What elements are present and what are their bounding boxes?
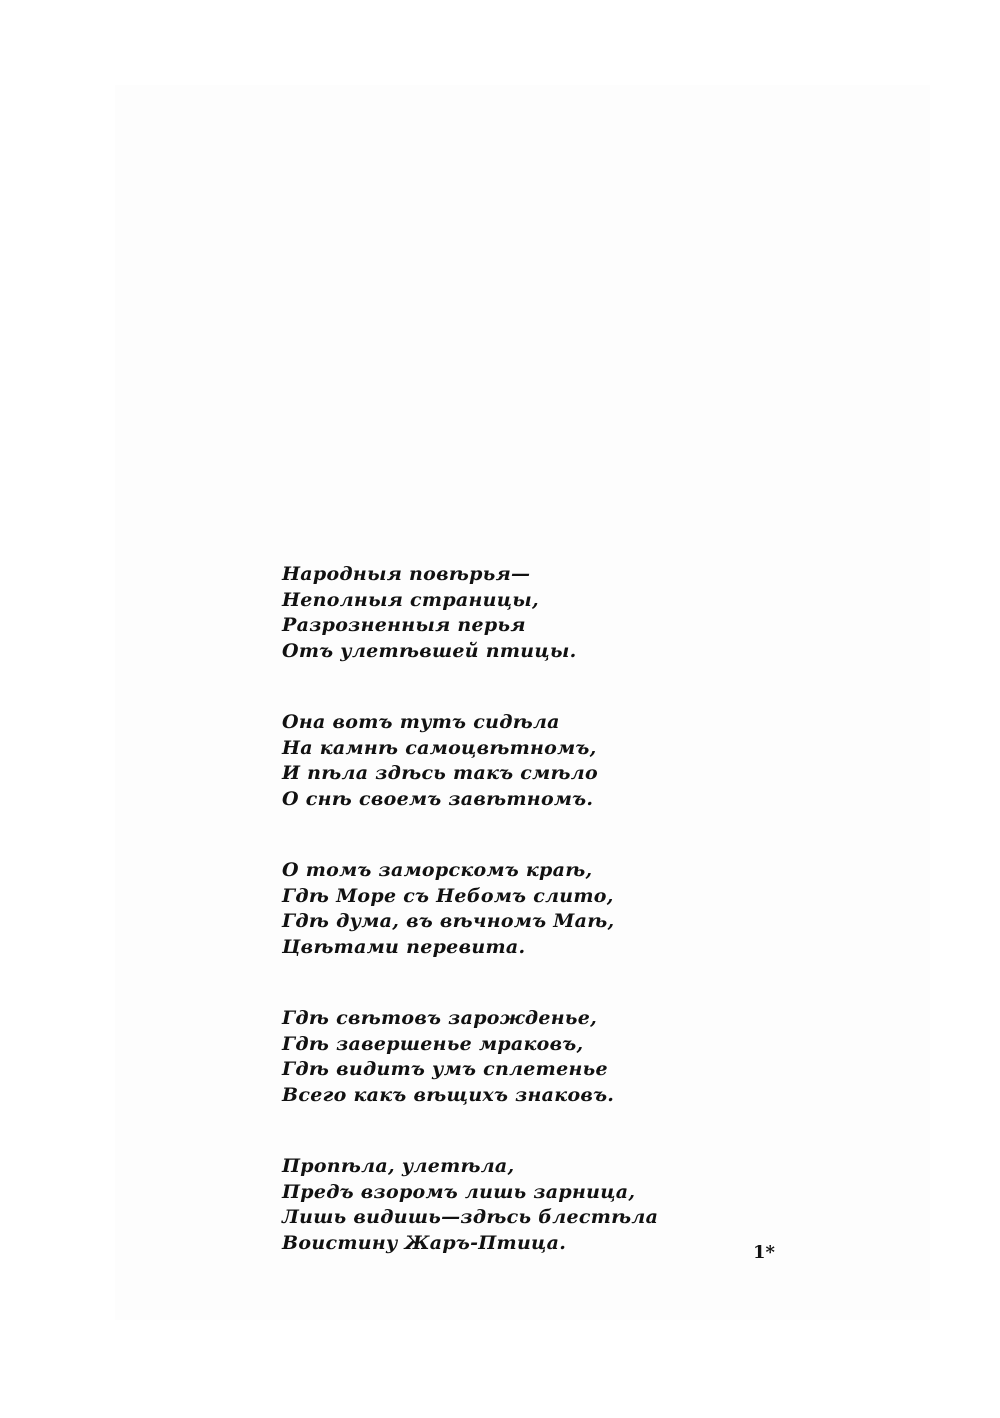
poem-line: Народныя повѣрья— bbox=[282, 563, 531, 585]
poem-line: О томъ заморскомъ краѣ, bbox=[282, 859, 593, 881]
poem-line: Цвѣтами перевита. bbox=[282, 935, 526, 958]
poem-line: На камнѣ самоцвѣтномъ, bbox=[282, 736, 597, 759]
poem-line: Гдѣ завершенье мраковъ, bbox=[282, 1032, 584, 1055]
poem-line: Пропѣла, улетѣла, bbox=[282, 1155, 515, 1177]
stanza-1 bbox=[282, 562, 802, 664]
poem-line: Всего какъ вѣщихъ знаковъ. bbox=[282, 1083, 615, 1106]
stanza-3 bbox=[282, 858, 802, 960]
poem-line: И пѣла здѣсь такъ смѣло bbox=[282, 762, 598, 784]
poem-line: Гдѣ свѣтовъ зарожденье, bbox=[282, 1007, 598, 1029]
stanza-2 bbox=[282, 710, 802, 812]
poem-line: Отъ улетѣвшей птицы. bbox=[282, 639, 577, 662]
poem-line: Воистину Жаръ-Птица. bbox=[282, 1231, 567, 1254]
poem-line: Разрозненныя перья bbox=[282, 614, 526, 636]
poem-line: Гдѣ Море съ Небомъ слито, bbox=[282, 884, 614, 907]
poem-line: Гдѣ видитъ умъ сплетенье bbox=[282, 1058, 608, 1080]
poem-line: Гдѣ дума, въ вѣчномъ Маѣ, bbox=[282, 910, 615, 932]
poem-line: Она вотъ тутъ сидѣла bbox=[282, 711, 560, 733]
page-number: 1* bbox=[753, 1242, 775, 1263]
poem bbox=[282, 562, 802, 1302]
stanza-5 bbox=[282, 1154, 802, 1256]
poem-line: О снѣ своемъ завѣтномъ. bbox=[282, 787, 594, 810]
stanza-4 bbox=[282, 1006, 802, 1108]
poem-line: Лишь видишь—здѣсь блестѣла bbox=[282, 1206, 659, 1228]
poem-line: Неполныя страницы, bbox=[282, 588, 539, 611]
poem-line: Предъ взоромъ лишь зарница, bbox=[282, 1180, 636, 1203]
